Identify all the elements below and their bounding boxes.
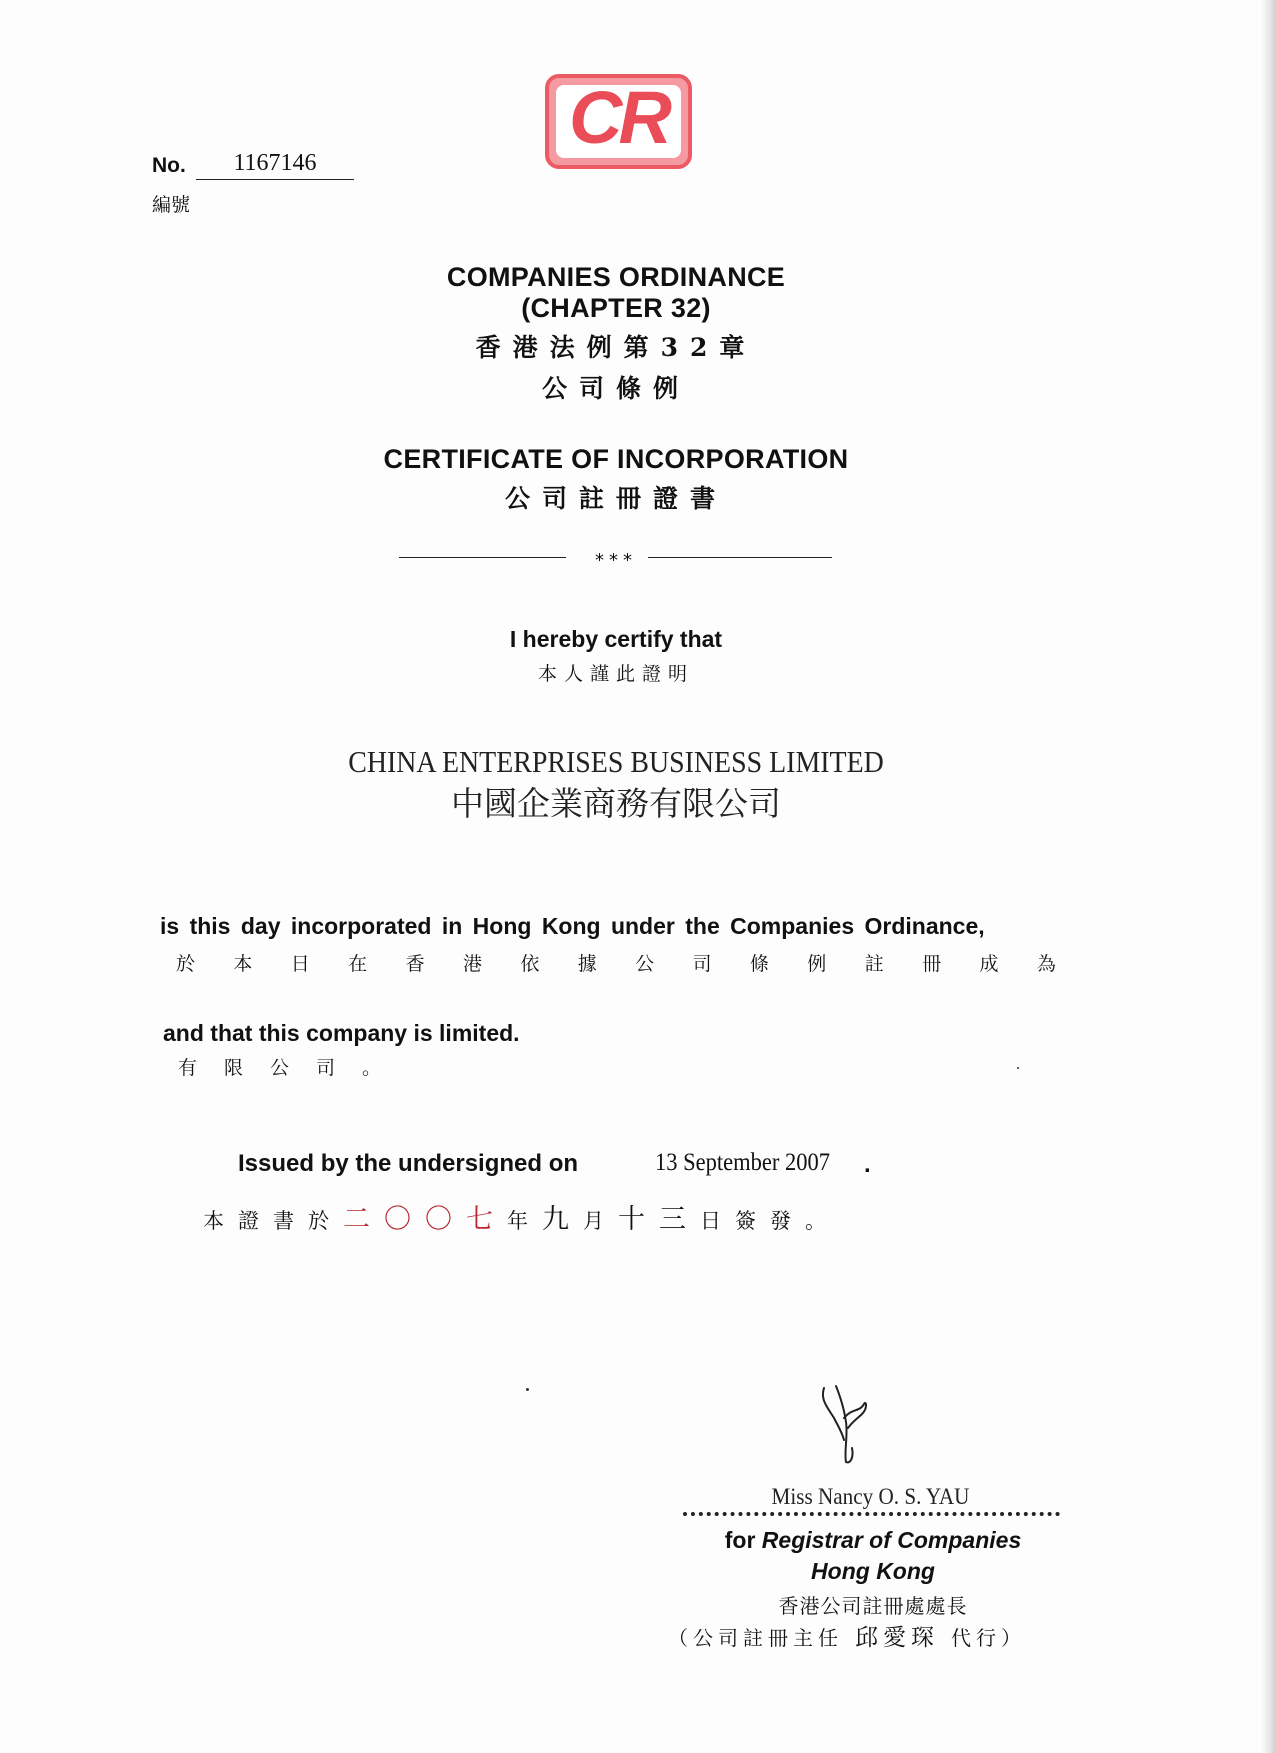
certify-statement-zh: 本人謹此證明 [537, 663, 694, 685]
deputy-open-zh: （公司註冊主任 [668, 1626, 843, 1650]
incorporation-zh-char: 司 [692, 953, 712, 975]
deputy-close-zh: 代行） [951, 1626, 1026, 1650]
company-name: CHINA ENTERPRISES BUSINESS LIMITED [348, 744, 884, 779]
incorporation-zh-char: 例 [807, 953, 827, 975]
registrar-role-title: Registrar of Companies [761, 1527, 1022, 1553]
incorporation-zh-char: 本 [233, 953, 253, 975]
divider-stars: *** [595, 550, 637, 571]
incorporation-zh-char: 於 [176, 953, 196, 975]
registration-number: 1167146 [196, 150, 354, 180]
scan-speck [1017, 1067, 1019, 1069]
ordinance-title-zh: 香港法例第32章 [475, 333, 757, 362]
cr-logo-text: CR [569, 76, 668, 159]
certificate-title: CERTIFICATE OF INCORPORATION [383, 444, 849, 474]
signatory-name: Miss Nancy O. S. YAU [771, 1484, 970, 1509]
number-label: No. [152, 154, 186, 177]
cr-logo [545, 74, 692, 169]
divider-right [648, 557, 832, 558]
incorporation-zh-char: 條 [749, 953, 769, 975]
incorporation-zh-char: 據 [577, 953, 597, 975]
issued-statement: Issued by the undersigned on [238, 1150, 579, 1177]
number-label-zh: 編號 [152, 194, 191, 216]
incorporation-zh-char: 為 [1036, 953, 1056, 975]
certify-statement: I hereby certify that [509, 626, 723, 652]
signature-mark [810, 1378, 880, 1466]
registrar-deputy-zh [668, 1619, 1026, 1652]
limited-statement: and that this company is limited. [163, 1020, 520, 1046]
issued-zh-year: 二〇〇七 [343, 1204, 507, 1235]
ordinance-title: COMPANIES ORDINANCE [446, 262, 786, 292]
company-name-zh: 中國企業商務有限公司 [451, 784, 781, 823]
registrar-title-zh: 香港公司註冊處處長 [778, 1594, 968, 1618]
issued-zh-prefix: 本證書於 [203, 1209, 343, 1233]
ordinance-chapter: (CHAPTER 32) [521, 293, 711, 323]
issued-statement-zh [203, 1197, 840, 1236]
registrar-role [683, 1527, 1063, 1554]
registrar-region: Hong Kong [811, 1558, 935, 1584]
ordinance-subtitle-zh: 公司條例 [541, 374, 690, 403]
incorporation-zh-char: 港 [462, 953, 482, 975]
registrar-role-prefix: for [724, 1527, 756, 1553]
incorporation-zh-char: 冊 [922, 953, 942, 975]
issued-zh-year-label: 年 [507, 1209, 542, 1233]
issued-zh-suffix: 日簽發。 [700, 1209, 840, 1233]
incorporation-statement: is this day incorporated in Hong Kong under the Companies Ordinance, [160, 913, 985, 939]
incorporation-zh-char: 在 [348, 953, 368, 975]
incorporation-zh-char: 註 [864, 953, 884, 975]
incorporation-zh-char: 香 [405, 953, 425, 975]
issued-zh-day: 十三 [618, 1204, 700, 1235]
scan-speck [526, 1388, 529, 1391]
issue-date: 13 September 2007 [655, 1149, 830, 1176]
incorporation-zh-char: 日 [290, 953, 310, 975]
incorporation-zh-char: 依 [520, 953, 540, 975]
issued-zh-month: 九 [542, 1204, 583, 1235]
issue-date-period: . [864, 1151, 871, 1178]
deputy-name-zh: 邱愛琛 [855, 1625, 939, 1651]
incorporation-zh-char: 公 [635, 953, 655, 975]
certificate-title-zh: 公司註冊證書 [504, 484, 727, 513]
issued-zh-month-label: 月 [583, 1209, 618, 1233]
incorporation-zh-char: 成 [979, 953, 999, 975]
signature-dotted-line [683, 1512, 1060, 1516]
limited-statement-zh: 有限公司。 [178, 1057, 409, 1079]
incorporation-statement-zh [176, 949, 1056, 976]
scan-edge-shadow [1261, 0, 1275, 1753]
